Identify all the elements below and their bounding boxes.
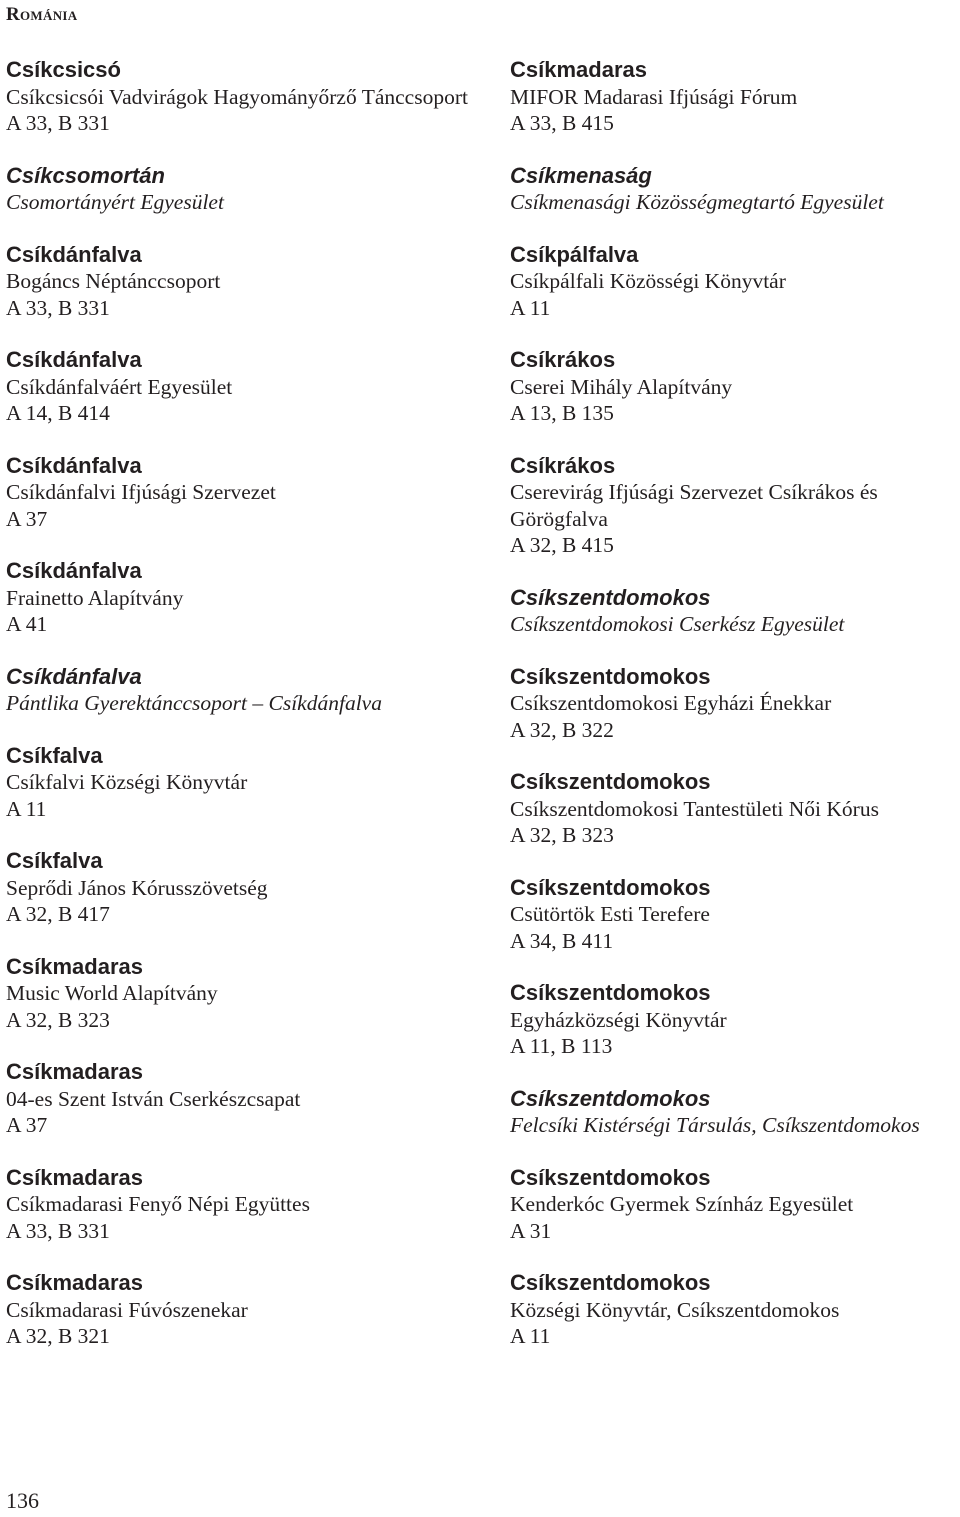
entry-place-name: Csíkcsomortán [6,162,165,188]
entry-code: A 11 [6,796,47,821]
entry-code: A 13, B 135 [510,401,614,425]
entry-place-name: Csíkmadaras [6,1270,143,1295]
entry-code: A 33, B 415 [510,111,614,135]
entry-place-name: Csíkszentdomokos [510,874,711,900]
directory-entry [6,1165,476,1245]
entry-organization: 04-es Szent István Cserkészcsapat [6,1086,301,1111]
directory-entry [6,1059,476,1139]
entry-organization: Cserevirág Ifjúsági Szervezet Csíkrákos és Görögfalva [510,480,878,531]
entry-code: A 11 [510,1324,551,1348]
entry-code: A 32, B 323 [510,823,614,847]
page-number: 136 [6,1488,39,1513]
directory-entry [6,57,476,137]
entry-organization: Felcsíki Kistérségi Társulás, Csíkszentdomokos [510,1113,920,1137]
entry-place-name: Csíkdánfalva [6,347,142,372]
entry-code: A 33, B 331 [6,1218,110,1243]
entry-code: A 41 [6,612,48,636]
directory-entry [510,163,960,216]
directory-entry [6,347,476,427]
directory-entry [6,848,476,928]
directory-entry [510,57,960,137]
entry-organization: Bogáncs Néptánccsoport [6,269,221,293]
entry-organization: Csíkcsicsói Vadvirágok Hagyományőrző Tánccsoport [6,84,468,109]
entry-place-name: Csíkfalva [6,742,103,768]
entry-organization: Csíkmadarasi Fúvószenekar [6,1297,248,1322]
entry-place-name: Csíkszentdomokos [510,663,711,689]
entry-organization: Egyházközségi Könyvtár [510,1007,727,1032]
entry-place-name: Csíkdánfalva [6,663,142,689]
entry-code: A 32, B 415 [510,533,614,557]
entry-code: A 14, B 414 [6,401,110,425]
entry-code: A 11 [510,295,551,320]
entry-organization: Csütörtök Esti Terefere [510,902,710,926]
entry-place-name: Csíkdánfalva [6,452,142,478]
entry-place-name: Csíkszentdomokos [510,584,711,610]
directory-entry [510,1165,960,1245]
right-column [510,57,960,1376]
directory-entry [510,585,960,638]
entry-organization: Csíkszentdomokosi Tantestületi Női Kórus [510,796,879,821]
entry-place-name: Csíkszentdomokos [510,1164,711,1190]
entry-organization: Csíkdánfalvi Ifjúsági Szervezet [6,480,276,504]
entry-organization: Csíkszentdomokosi Cserkész Egyesület [510,612,845,636]
entry-place-name: Csíkmadaras [6,953,143,979]
entry-place-name: Csíkszentdomokos [510,769,711,794]
running-header-country: Románia [6,4,78,25]
entry-code: A 37 [6,506,48,531]
entry-code: A 33, B 331 [6,111,110,135]
entry-organization: Csomortányért Egyesület [6,190,224,214]
directory-entry [6,163,476,216]
entry-place-name: Csíkfalva [6,848,103,873]
entry-organization: Csíkdánfalváért Egyesület [6,374,233,399]
entry-place-name: Csíkmadaras [6,1164,143,1190]
entry-place-name: Csíkcsicsó [6,57,121,82]
entry-code: A 31 [510,1218,552,1243]
left-column [6,57,476,1376]
entry-organization: Music World Alapítvány [6,981,218,1005]
entry-organization: Cserei Mihály Alapítvány [510,374,733,399]
entry-place-name: Csíkmenaság [510,162,652,188]
entry-place-name: Csíkrákos [510,452,616,478]
directory-entry [6,453,476,533]
entry-code: A 32, B 323 [6,1007,110,1032]
directory-entry [510,769,960,849]
entry-place-name: Csíkmadaras [510,57,647,82]
entry-place-name: Csíkszentdomokos [510,1085,711,1111]
entry-organization: Frainetto Alapítvány [6,585,184,610]
directory-entry [510,664,960,744]
entry-organization: Pántlika Gyerektánccsoport – Csíkdánfalva [6,691,382,715]
entry-code: A 37 [6,1113,48,1137]
entry-place-name: Csíkpálfalva [510,241,639,267]
directory-entry [510,875,960,955]
directory-entry [6,664,476,717]
entry-code: A 32, B 322 [510,717,614,742]
entry-place-name: Csíkmadaras [6,1059,143,1084]
entry-code: A 34, B 411 [510,928,614,953]
entry-organization: Seprődi János Kórusszövetség [6,875,268,900]
entry-organization: Csíkpálfali Közösségi Könyvtár [510,269,786,293]
entry-organization: Kenderkóc Gyermek Színház Egyesület [510,1192,854,1216]
directory-entry [6,743,476,823]
entry-organization: Csíkmadarasi Fenyő Népi Együttes [6,1192,310,1216]
entry-place-name: Csíkszentdomokos [510,980,711,1005]
entry-organization: Csíkfalvi Községi Könyvtár [6,770,248,794]
directory-entry [6,954,476,1034]
directory-entry [510,453,960,559]
entry-organization: Csíkmenasági Közösségmegtartó Egyesület [510,190,884,214]
directory-entry [6,558,476,638]
directory-entry [510,347,960,427]
directory-entry [510,242,960,322]
directory-entry [510,1270,960,1350]
entry-code: A 11, B 113 [510,1034,613,1058]
entry-code: A 32, B 321 [6,1324,110,1348]
directory-entry [510,980,960,1060]
entry-place-name: Csíkszentdomokos [510,1270,711,1295]
entry-organization: Csíkszentdomokosi Egyházi Énekkar [510,691,832,715]
entry-place-name: Csíkrákos [510,347,616,372]
entry-code: A 33, B 331 [6,295,110,320]
entry-organization: MIFOR Madarasi Ifjúsági Fórum [510,84,798,109]
directory-entry [6,1270,476,1350]
directory-entry [510,1086,960,1139]
entry-organization: Községi Könyvtár, Csíkszentdomokos [510,1297,840,1322]
entry-place-name: Csíkdánfalva [6,241,142,267]
entry-place-name: Csíkdánfalva [6,558,142,583]
entry-code: A 32, B 417 [6,902,110,926]
directory-entry [6,242,476,322]
